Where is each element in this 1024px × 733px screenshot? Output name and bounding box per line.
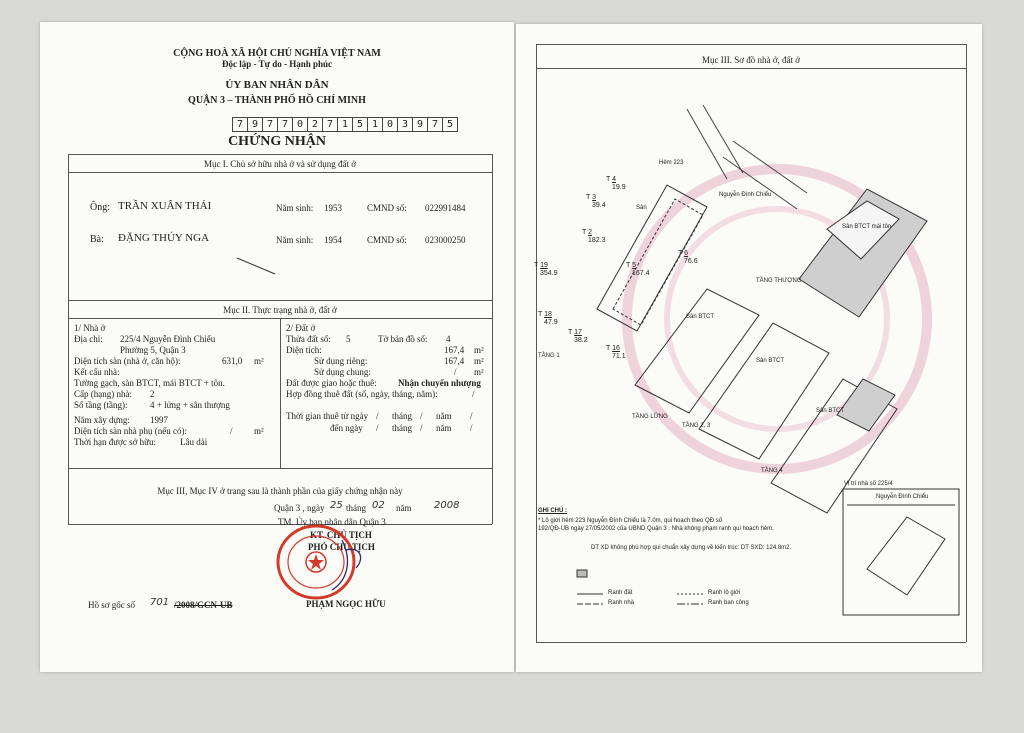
shared: / [454,367,457,377]
land-heading: 2/ Đất ở [286,323,316,333]
floor-label-4: TẦNG 4 [761,468,783,474]
plot-marker-area: 19.9 [612,184,626,191]
floor-area: 631,0 [222,356,243,366]
term: Lâu dài [180,437,208,447]
lease-label: Hợp đồng thuê đất (số, ngày, tháng, năm): [286,389,438,399]
structure: Tường gạch, sàn BTCT, mái BTCT + tôn. [74,378,225,388]
on-behalf: TM. Ủy ban nhân dân Quận 3 [278,517,386,527]
plot-marker-area: 167.4 [632,270,650,277]
owner2-birth: 1954 [324,235,342,245]
floor-area-label: Diện tích sàn (nhà ở, căn hộ): [74,356,181,366]
owner1-birth-label: Năm sinh: [276,203,314,213]
plot-marker-label: T [606,345,613,352]
lease-to-month: / [420,423,423,433]
plot-marker-label: T [626,262,633,269]
plot-marker-label: T [582,229,589,236]
plot-marker-label: T [538,311,545,318]
plot-marker-area: 38.2 [574,337,588,344]
legend-balcony: Ranh ban công [708,600,749,606]
sign-month-label: tháng [346,503,366,513]
certificate-front-page [40,22,514,672]
sign-place: Quận 3 , ngày [274,503,325,513]
authority: ỦY BAN NHÂN DÂN [225,79,329,91]
house-heading: 1/ Nhà ở [74,323,106,333]
address-label: Địa chỉ: [74,334,103,344]
legend-road: Ranh lộ giới [708,590,741,596]
plot-marker-number: 17 [574,329,582,336]
plot-marker-number: 4 [612,176,617,183]
motto: Độc lập - Tự do - Hạnh phúc [221,59,332,69]
role-1: KT. CHỦ TỊCH [310,530,372,540]
signer-name: PHẠM NGỌC HỮU [306,599,386,609]
lease-to-year: / [470,423,473,433]
owner1-prefix: Ông: [90,202,110,213]
plot-marker [568,329,588,345]
plot-marker-number: 5 [632,262,637,269]
plot-marker-area: 39.4 [592,202,606,209]
owner1-birth: 1953 [324,203,342,213]
floor-label-roof: TẦNG THƯỢNG [756,278,802,284]
address-line1: 225/4 Nguyễn Đình Chiểu [120,334,216,344]
plot-marker [606,176,626,192]
section1-title: Mục I. Chủ sở hữu nhà ở và sử dụng đất ở [203,159,357,169]
owner2-birth-label: Năm sinh: [276,235,314,245]
lease-to-day: / [376,423,379,433]
serial-digit: 1 [337,117,353,132]
map-label: Tờ bản đồ số: [378,334,428,344]
owner1-id-label: CMND số: [367,203,407,213]
section2-title: Mục II. Thực trạng nhà ở, đất ở [223,305,337,315]
street-label-alley: Hẻm 223 [659,160,684,166]
sign-month: 02 [372,500,385,511]
lease-from-month-label: tháng [392,411,412,421]
plot-marker [606,345,626,361]
serial-digit: 7 [262,117,278,132]
plot-marker-label: T [678,250,685,257]
serial-digit: 7 [277,117,293,132]
plot-marker-number: 6 [684,250,689,257]
room-label-btct-1: Sân BTCT [686,314,715,320]
owner1-id: 022991484 [425,203,466,213]
plot-marker [534,262,558,278]
inset-title: Vị trí nhà số 225/4 [844,481,893,487]
parcel: 5 [346,334,351,344]
plot-marker-number: 16 [612,345,620,352]
room-label-roof: Sân BTCT mái tôn [842,224,892,230]
lease-from-day: / [376,411,379,421]
file-suffix: /2008/GCN-UB [174,600,233,610]
serial-digit: 7 [322,117,338,132]
plot-marker-label: T [586,194,593,201]
serial-digit: 9 [412,117,428,132]
lease-from-year: / [470,411,473,421]
room-label-btct-2: Sân BTCT [756,358,785,364]
plot-marker-area: 182.3 [588,237,606,244]
plot-marker-label: T [606,176,613,183]
plot-marker-number: 2 [588,229,593,236]
notes-heading: GHI CHÚ : [538,508,567,514]
term-label: Thời hạn được sở hữu: [74,437,157,447]
serial-digit: 5 [442,117,458,132]
official-stamp [272,520,368,604]
note-1: * Lộ giới hẻm 223 Nguyễn Đình Chiểu là 7.0m, qui hoạch theo QĐ số [538,518,723,524]
serial-digit: 0 [292,117,308,132]
legend-land: Ranh đất [608,590,633,596]
plot-marker [678,250,698,266]
role-2: PHÓ CHỦ TỊCH [308,542,375,552]
room-label-yard: Sân [636,205,647,211]
lease-to-label: đến ngày [330,423,363,433]
serial-digit: 1 [367,117,383,132]
certificate-title: CHỨNG NHẬN [228,134,326,149]
country-name: CỘNG HOÀ XÃ HỘI CHỦ NGHĨA VIỆT NAM [173,48,381,59]
floor-label-1: TẦNG 1 [538,353,560,359]
plot-marker [586,194,606,210]
grade: 2 [150,389,155,399]
parcel-label: Thửa đất số: [286,334,331,344]
file-label: Hồ sơ gốc số [88,600,136,610]
serial-digit: 3 [397,117,413,132]
private-label: Sử dụng riêng: [314,356,368,366]
private: 167,4 [444,356,465,366]
street-label-main: Nguyễn Đình Chiểu [719,192,772,198]
site-plan-drawing [537,69,965,641]
inset-street: Nguyễn Đình Chiểu [876,494,929,500]
plot-marker-label: T [534,262,541,269]
lease-from-label: Thời gian thuê từ ngày [286,411,369,421]
private-unit: m² [474,356,484,366]
structure-label: Kết cấu nhà: [74,367,120,377]
plot-marker [626,262,650,278]
plot-marker [582,229,606,245]
assign-label: Đất được giao hoặc thuê: [286,378,377,388]
serial-digit: 5 [352,117,368,132]
year-built: 1997 [150,415,168,425]
lease-from-month: / [420,411,423,421]
owner2-prefix: Bà: [90,234,104,245]
plot-marker-label: T [568,329,575,336]
plot-marker-area: 354.9 [540,270,558,277]
strike-mark [235,256,279,276]
year-label: Năm xây dựng: [74,415,130,425]
plot-marker-area: 47.9 [544,319,558,326]
room-label-btct-3: Sân BTCT [816,408,845,414]
floor-label-mezzanine: TẦNG LỬNG [632,414,668,420]
legend-house: Ranh nhà [608,600,635,606]
plot-marker-number: 3 [592,194,597,201]
shared-unit: m² [474,367,484,377]
plot-marker-number: 19 [540,262,548,269]
owner2-id: 023000250 [425,235,466,245]
lease: / [472,389,475,399]
floor-area-unit: m² [254,356,264,366]
owner2-name: ĐẶNG THÚY NGA [118,232,210,244]
plot-marker-area: 71.1 [612,353,626,360]
lease-to-month-label: tháng [392,423,412,433]
grade-label: Cấp (hạng) nhà: [74,389,132,399]
section3-title: Mục III. Sơ đồ nhà ở, đất ở [701,55,800,65]
map: 4 [446,334,451,344]
area-label: Diện tích: [286,345,322,355]
lease-from-year-label: năm [436,411,452,421]
certificate-back-page [516,24,982,672]
plot-marker-number: 18 [544,311,552,318]
serial-digit: 0 [382,117,398,132]
address-line2: Phường 5, Quận 3 [120,345,186,355]
serial-digit: 9 [247,117,263,132]
sign-year: 2008 [434,500,460,511]
area: 167,4 [444,345,465,355]
owner1-name: TRẦN XUÂN THÁI [118,200,212,212]
serial-number [233,117,458,132]
plot-marker [538,311,558,327]
sign-day: 25 [330,500,343,511]
district: QUẬN 3 – THÀNH PHỐ HỒ CHÍ MINH [188,95,366,106]
note-2: 192/QĐ-UB ngày 27/05/2002 của UBND Quận 3 . Nhà không phạm ranh qui hoạch hẻm. [538,526,774,532]
floors-label: Số tầng (tầng): [74,400,128,410]
section-note: Mục III, Mục IV ở trang sau là thành phần của giấy chứng nhận này [157,486,403,496]
shared-label: Sử dụng chung: [314,367,371,377]
subsidiary-label: Diện tích sàn nhà phụ (nếu có): [74,426,187,436]
subsidiary: / [230,426,233,436]
serial-digit: 2 [307,117,323,132]
lease-to-year-label: năm [436,423,452,433]
note-3: DT XD không phù hợp qui chuẩn xây dựng về kiến trúc: DT SXD: 124.8m2. [591,545,792,551]
sign-year-label: năm [396,503,412,513]
serial-digit: 7 [427,117,443,132]
owner2-id-label: CMND số: [367,235,407,245]
assign: Nhận chuyển nhượng [398,378,481,388]
area-unit: m² [474,345,484,355]
subsidiary-unit: m² [254,426,264,436]
floor-label-2-3: TẦNG 2, 3 [682,423,711,429]
file-number: 701 [150,597,170,608]
floors: 4 + lửng + sân thượng [150,400,230,410]
serial-digit: 7 [232,117,248,132]
plot-marker-area: 76.6 [684,258,698,265]
